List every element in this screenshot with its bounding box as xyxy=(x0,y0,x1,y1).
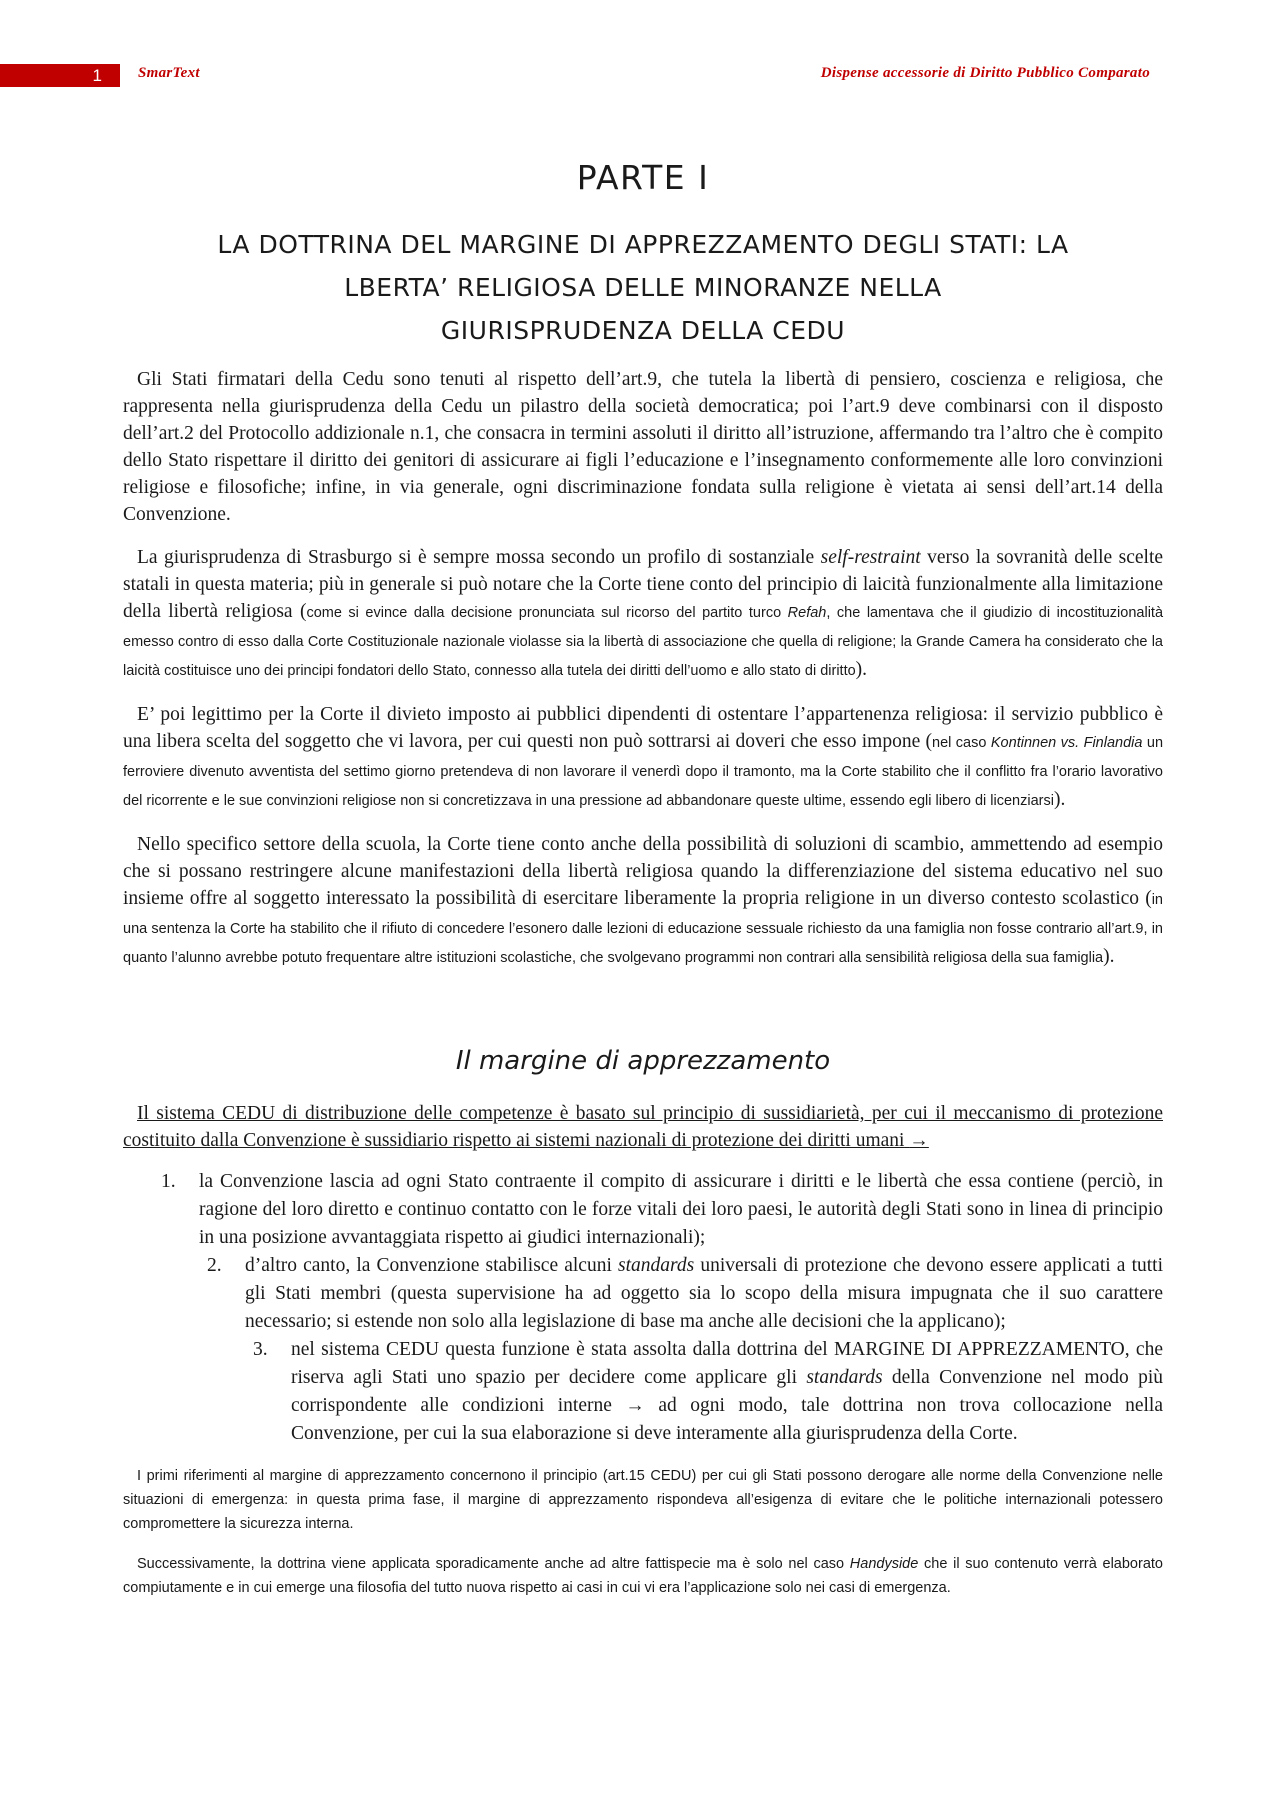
note-run: in una sentenza la Corte ha stabilito che il rifiuto di concedere l’esonero dalle lezioni di educazione sessuale richiesto da una famiglia non fosse contrario all’art.9, in quanto l’alunno avrebbe potuto frequentare altre istituzioni scolastiche, che svolgevano programmi non contrari alla sensibilità religiosa della sua famiglia xyxy=(123,892,1163,966)
course-title: Dispense accessorie di Diritto Pubblico Comparato xyxy=(820,65,1150,81)
text-run: nel sistema CEDU questa funzione è stata assolta dalla dottrina del MARGINE DI APPREZZAMENTO, che riserva agli Stati uno spazio per decidere come applicare gli xyxy=(291,1339,1163,1388)
text-run: un ferroviere divenuto avventista del settimo giorno pretendeva di non lavorare il venerdì dopo il tramonto, ma la Corte stabilito che il conflitto fra l’orario lavorativo del ricorrente e le sue convinzioni religiose non si concretizzava in una pressione ad abbandonare queste ultime, essendo egli libero di licenziarsi xyxy=(123,735,1164,809)
list-text xyxy=(245,1252,1163,1336)
text-run: ). xyxy=(1053,789,1066,810)
closing-paragraph: I primi riferimenti al margine di apprezzamento concernono il principio (art.15 CEDU) per cui gli Stati possono derogare alle norme della Convenzione nelle situazioni di emergenza: in questa prima fase, il margine di apprezzamento rispondeva all’esigenza di evitare che le politiche internazionali potessero compromettere la sicurezza interna. xyxy=(123,1468,1163,1532)
text-run: ). xyxy=(855,659,868,680)
text-run: d’altro canto, la Convenzione stabilisce alcuni xyxy=(245,1255,612,1276)
italic-term: Refah xyxy=(787,605,827,621)
list-item xyxy=(161,1168,1163,1252)
text-run: , che lamentava che il giudizio di incostituzionalità emesso contro di esso dalla Corte Costituzionale nazionale violasse sia la libertà di associazione che quella di religione; la Grande Camera ha considerato che la laicità costituisce uno dei principi fondatori dello Stato, connesso alla tutela dei diritti dell’uomo e allo stato di diritto xyxy=(123,605,1164,679)
text-run: ). xyxy=(1103,946,1115,967)
list-number: 1. xyxy=(161,1171,176,1192)
brand-name: SmarText xyxy=(138,65,200,81)
text-run: Il sistema CEDU di distribuzione delle competenze è basato sul principio di sussidiarietà, per cui il meccanismo di protezione costituito dalla Convenzione è sussidiario rispetto ai sistemi nazionali di protezione dei diritti umani xyxy=(123,1103,1163,1151)
text-run: della Convenzione nel modo più corrispondente alle condizioni interne → ad ogni modo, tale dottrina non trova collocazione nella Convenzione, per cui la sua elaborazione si deve interamente alla giurisprudenza della Corte. xyxy=(291,1367,1164,1444)
closing-paragraph xyxy=(123,1552,1163,1600)
document-body xyxy=(123,150,1163,1600)
list-text: la Convenzione lascia ad ogni Stato contraente il compito di assicurare i diritti e le libertà che essa contiene (perciò, in ragione del loro diretto e continuo contatto con le forze vitali dei loro paesi, le autorità degli Stati sono in linea di principio in una posizione avvantaggiata rispetto ai giudici internazionali); xyxy=(199,1171,1163,1248)
paragraph xyxy=(123,544,1163,685)
text-run: che il suo contenuto verrà elaborato compiutamente e in cui emerge una filosofia del tutto nuova rispetto ai casi in cui vi era l’applicazione solo nei casi di emergenza. xyxy=(123,1556,1163,1596)
section-title: Il margine di apprezzamento xyxy=(455,1046,831,1076)
list-number: 2. xyxy=(207,1255,222,1276)
section-intro xyxy=(123,1100,1163,1154)
list-item xyxy=(207,1252,1163,1336)
italic-term: Handyside xyxy=(849,1556,919,1572)
list-text xyxy=(291,1336,1163,1448)
italic-term: self-restraint xyxy=(820,547,921,568)
italic-term: standards xyxy=(806,1367,883,1388)
main-title xyxy=(123,223,1163,352)
text-run: nel caso xyxy=(932,735,987,751)
page-header xyxy=(0,60,1280,90)
list-item xyxy=(253,1336,1163,1448)
part-title: PARTE I xyxy=(576,158,710,197)
main-title-line: GIURISPRUDENZA DELLA CEDU xyxy=(440,316,846,345)
list-number: 3. xyxy=(253,1339,268,1360)
main-title-line: LBERTA’ RELIGIOSA DELLE MINORANZE NELLA xyxy=(344,273,942,302)
page-number: 1 xyxy=(0,64,120,87)
main-title-line: LA DOTTRINA DEL MARGINE DI APPREZZAMENTO DEGLI STATI: LA xyxy=(217,230,1069,259)
text-run: universali di protezione che devono essere applicati a tutti gli Stati membri (questa supervisione ha ad oggetto sia lo scopo della misura impugnata che il suo carattere necessario; si estende non solo alla legislazione di base ma anche alle decisioni che la applicano); xyxy=(245,1255,1163,1332)
paragraph: Gli Stati firmatari della Cedu sono tenuti al rispetto dell’art.9, che tutela la libertà di pensiero, coscienza e religiosa, che rappresenta nella giurisprudenza della Cedu un pilastro della società democratica; poi l’art.9 deve combinarsi con il disposto dell’art.2 del Protocollo addizionale n.1, che consacra in termini assoluti il diritto all’istruzione, affermando tra l’altro che è compito dello Stato rispettare il diritto dei genitori di assicurare ai figli l’educazione e l’insegnamento conformemente alle loro convinzioni religiose e filosofiche; infine, in via generale, ogni discriminazione fondata sulla religione è vietata ai sensi dell’art.14 della Convenzione. xyxy=(123,369,1163,525)
text-run: E’ poi legittimo per la Corte il divieto imposto ai pubblici dipendenti di ostentare l’appartenenza religiosa: il servizio pubblico è una libera scelta del soggetto che vi lavora, per cui questi non può sottrarsi ai doveri che esso impone ( xyxy=(123,704,1163,752)
italic-term: standards xyxy=(618,1255,695,1276)
text-run: come si evince dalla decisione pronunciata sul ricorso del partito turco xyxy=(306,605,782,621)
italic-term: Kontinnen vs. Finlandia xyxy=(990,735,1143,751)
text-run: Successivamente, la dottrina viene applicata sporadicamente anche ad altre fattispecie ma è solo nel caso xyxy=(137,1556,845,1572)
text-run: verso la sovranità delle scelte statali in questa materia; più in generale si può notare che la Corte tiene conto del principio di laicità funzionalmente alla limitazione della libertà religiosa ( xyxy=(123,547,1164,622)
paragraph xyxy=(123,831,1163,972)
text-run: La giurisprudenza di Strasburgo si è sempre mossa secondo un profilo di sostanziale xyxy=(137,547,815,568)
text-run: Nello specifico settore della scuola, la Corte tiene conto anche della possibilità di soluzioni di scambio, ammettendo ad esempio che si possano restringere alcune manifestazioni della libertà religiosa quando la differenziazione del sistema educativo nel suo insieme offre al soggetto interessato la possibilità di esercitare liberamente la propria religione in un diverso contesto scolastico ( xyxy=(123,834,1163,909)
paragraph xyxy=(123,701,1163,815)
arrow-right-icon: → xyxy=(909,1130,929,1151)
